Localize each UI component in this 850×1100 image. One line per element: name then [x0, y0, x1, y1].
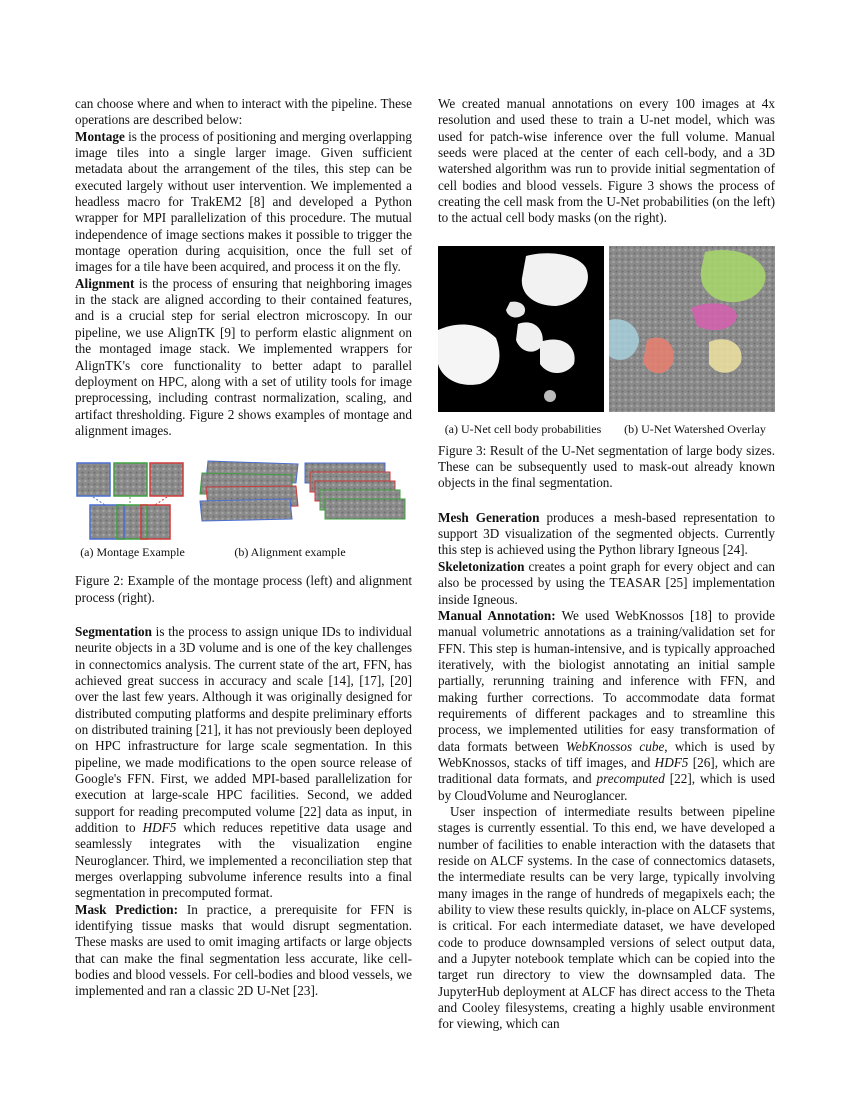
intro-paragraph: can choose where and when to interact with the pipeline. These operations are described below: [75, 96, 412, 128]
inspection-paragraph: User inspection of intermediate results between pipeline stages is currently essential. To this end, we have developed a number of facilities to enable interaction with the datasets that reside on ALCF systems. In the case of connectomics datasets, the intermediate results can be very large, typically involving many images in the range of hundreds of megapixels each; the ability to view these results quickly, in-place on ALCF systems, is critical. For each intermediate dataset, we have developed code to produce downsampled versions of select output data, and a Jupyter notebook template which can be copied into the target run directory to view the downsampled data. The JupyterHub deployment at ALCF has direct access to the Theta and Cooley filesystems, creating a highly usable environment for viewing, which can [438, 803, 775, 1032]
unet-paragraph: We created manual annotations on every 100 images at 4x resolution and used these to train a U-net model, which was used for patch-wise inference over the full volume. Manual seeds were placed at the center of each cell-body, and a 3D watershed algorithm was run to provide initial segmentation of cell bodies and blood vessels. Figure 3 shows the process of creating the cell mask from the U-Net probabilities (on the left) to the actual cell body masks (on the right). [438, 96, 775, 226]
mask-heading: Mask Prediction: [75, 901, 179, 917]
alignment-heading: Alignment [75, 275, 135, 291]
left-column [75, 96, 412, 1000]
mesh-paragraph: Mesh Generation produces a mesh-based representation to support 3D visualization of the segmented objects. Currently this step is achieved using the Python library Igneous [24]. [438, 509, 775, 558]
segmentation-paragraph: Segmentation is the process to assign unique IDs to individual neurite objects in a 3D volume and is one of the key challenges in connectomics analysis. The current state of the art, FFN, has achieved great success in accuracy and scale [14], [17], [20] over the last few years. Although it was originally designed for distributed computing platforms and despite preliminary efforts on distributed training [21], it has not previously been deployed on HPC infrastructure for large scale segmentation. In this pipeline, we made modifications to the open source release of Google's FFN. First, we added MPI-based parallelization for execution at large-scale HPC facilities. Second, we added support for reading precomputed volume [22] data as input, in addition to HDF5 which reduces repetitive data usage and seamlessly integrates with the visualization engine Neuroglancer. Third, we implemented a reconciliation step that merges overlapping subvolume inference results into a final segmentation in precomputed format. [75, 623, 413, 901]
fig3-subcaption-b: (b) U-Net Watershed Overlay [624, 421, 766, 436]
manual-annotation-paragraph: Manual Annotation: We used WebKnossos [18] to provide manual volumetric annotations as a training/validation set for FFN. This step is human-intensive, and is typically approached iteratively, with the biologist annotating an initial sample partially, rerunning training and inference with FFN, and making further corrections. To accommodate data format requirements of different packages and to streamline this process, we implemented utilities for easy transformation of data formats between WebKnossos cube, which is used by WebKnossos, stacks of tiff images, and HDF5 [26], which are traditional data formats, and precomputed [22], which is used by CloudVolume and Neuroglancer. [438, 607, 775, 803]
skeletonization-heading: Skeletonization [438, 558, 525, 574]
segmentation-heading: Segmentation [75, 623, 152, 639]
montage-heading: Montage [75, 128, 125, 144]
montage-alignment-image [75, 459, 412, 541]
right-column [438, 96, 775, 1033]
figure-3 [438, 246, 775, 492]
unet-probabilities-image [438, 246, 604, 412]
manual-annotation-heading: Manual Annotation: [438, 607, 556, 623]
fig2-subcaption-b: (b) Alignment example [234, 545, 346, 560]
mask-paragraph: Mask Prediction: In practice, a prerequisite for FFN is identifying tissue masks that would disrupt segmentation. These masks are used to omit imaging artifacts or large objects that can make the final segmentation less accurate, like cell-bodies and blood vessels. For cell-bodies and blood vessels, we implemented and ran a classic 2D U-Net [23]. [75, 901, 412, 999]
figure-2 [75, 459, 412, 606]
fig2-subcaption-a: (a) Montage Example [80, 545, 185, 560]
fig2-caption: Figure 2: Example of the montage process (left) and alignment process (right). [75, 573, 412, 605]
fig3-caption: Figure 3: Result of the U-Net segmentation of large body sizes. These can be subsequently used to mask-out already known objects in the final segmentation. [438, 442, 775, 491]
fig3-subcaption-a: (a) U-Net cell body probabilities [444, 421, 602, 436]
unet-watershed-overlay-image [609, 246, 775, 412]
alignment-paragraph: Alignment is the process of ensuring that neighboring images in the stack are aligned according to their contained features, and is a crucial step for serial electron microscopy. In our pipeline, we use AlignTK [9] to perform elastic alignment on the montaged image stack. We implemented wrappers for AlignTK's core functionality to better adapt to parallel deployment on HPC, along with a set of utility tools for image preprocessing, including contrast normalization, scaling, and artifact thresholding. Figure 2 shows examples of montage and alignment images. [75, 275, 412, 438]
montage-paragraph: Montage is the process of positioning and merging overlapping image tiles into a single larger image. Given sufficient metadata about the arrangement of the tiles, this step can be executed largely without user intervention. We implemented a headless macro for TrakEM2 [8] and developed a Python wrapper for MPI parallelization of this procedure. The mutual independence of image sections makes it possible to trigger the montage operation during acquisition, once the full set of images for a tile have been acquired, and process it on the fly. [75, 128, 412, 275]
mesh-heading: Mesh Generation [438, 509, 540, 525]
skeletonization-paragraph: Skeletonization creates a point graph for every object and can also be processed by using the TEASAR [25] implementation inside Igneous. [438, 558, 775, 607]
